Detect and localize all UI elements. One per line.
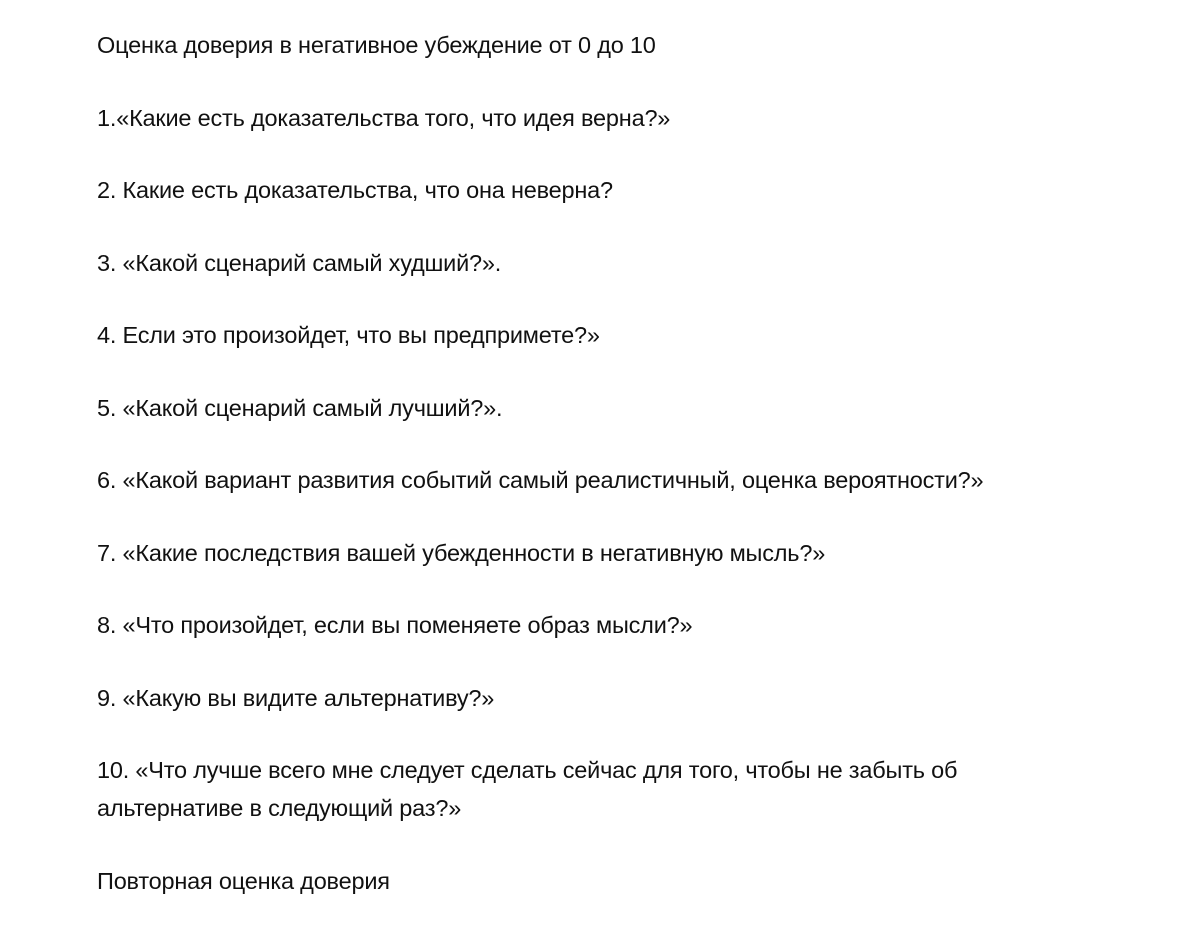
question-2: 2. Какие есть доказательства, что она неверна? — [97, 177, 613, 203]
question-8: 8. «Что произойдет, если вы поменяете образ мысли?» — [97, 612, 693, 638]
document-body — [97, 26, 1157, 934]
question-10: 10. «Что лучше всего мне следует сделать сейчас для того, чтобы не забыть об альтернативе в следующий раз?» — [97, 757, 958, 821]
question-7: 7. «Какие последствия вашей убежденности в негативную мысль?» — [97, 539, 826, 566]
question-9: 9. «Какую вы видите альтернативу?» — [97, 684, 495, 711]
document-footer: Повторная оценка доверия — [97, 867, 390, 894]
question-6: 6. «Какой вариант развития событий самый реалистичный, оценка вероятности?» — [97, 467, 984, 493]
document-heading: Оценка доверия в негативное убеждение от 0 до 10 — [97, 32, 656, 58]
question-5: 5. «Какой сценарий самый лучший?». — [97, 394, 503, 421]
question-3: 3. «Какой сценарий самый худший?». — [97, 249, 502, 276]
question-1: 1.«Какие есть доказательства того, что идея верна?» — [97, 104, 671, 131]
question-4: 4. Если это произойдет, что вы предпримете?» — [97, 322, 600, 348]
